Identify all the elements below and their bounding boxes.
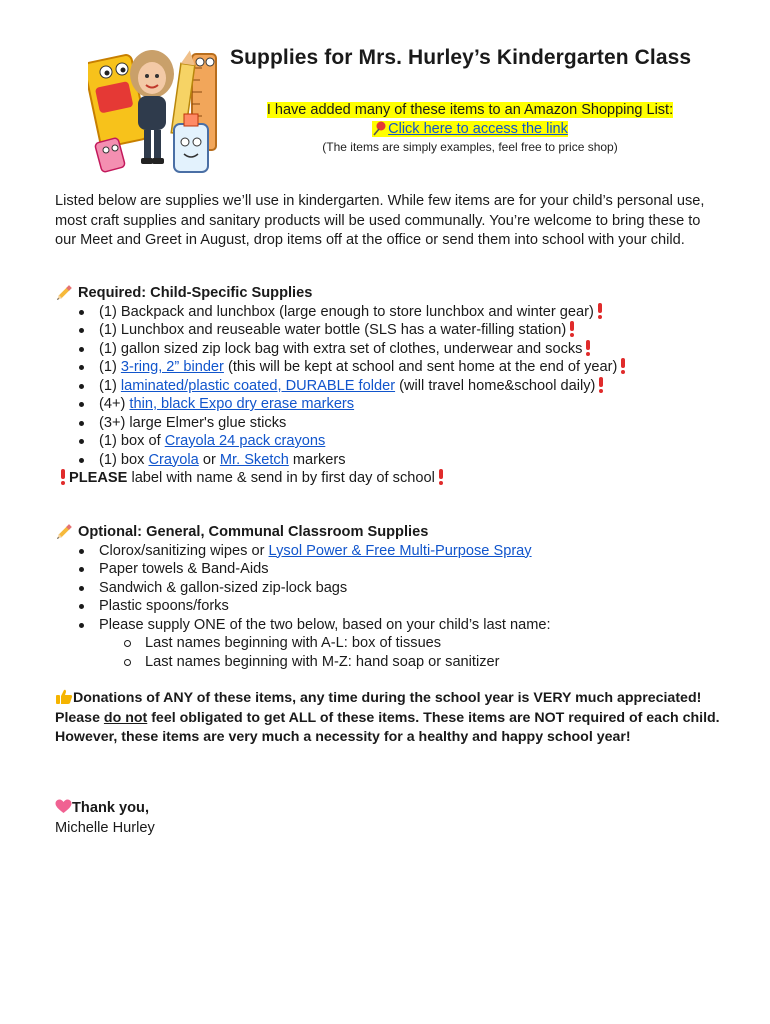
crayola-markers-link[interactable]: Crayola [148, 451, 199, 468]
intro-paragraph: Listed below are supplies we’ll use in kindergarten. While few items are for your child’s personal use, most craft supplies and sanitary products will be used communally. You’re welcome to bring these to our Meet and Greet in August, drop items off at the office or send them into school with your child. [55, 193, 705, 248]
amazon-list-notice [200, 101, 740, 139]
list-item-text: (will travel home&school daily) [395, 377, 596, 394]
optional-section [55, 523, 735, 671]
heart-icon [55, 799, 72, 814]
list-item-text: (1) [99, 359, 121, 375]
list-item-text: Sandwich & gallon-sized zip-lock bags [99, 579, 348, 596]
required-list [55, 303, 735, 470]
donations-paragraph [55, 688, 720, 748]
red-exclamation-icon [598, 303, 602, 319]
donations-text-2: feel obligated to get ALL of these items. These items are NOT required of each child. However, these items are very much a necessity for a healthy and happy school year! [55, 709, 720, 745]
list-item [99, 358, 735, 377]
list-item-text: or [198, 451, 220, 468]
list-item [99, 414, 735, 433]
sub-list-item [145, 653, 735, 672]
binder-link[interactable]: 3-ring, 2” binder [120, 359, 224, 375]
label-reminder-text: label with name & send in by first day of school [127, 470, 435, 486]
amazon-list-link[interactable]: Click here to access the link [388, 121, 568, 137]
page-title: Supplies for Mrs. Hurley’s Kindergarten Class [230, 46, 692, 69]
list-item-text: (3+) large Elmer's glue sticks [99, 414, 287, 431]
list-item-text: Clorox/sanitizing wipes or [99, 542, 269, 559]
list-item [99, 303, 735, 322]
amazon-list-text: I have added many of these items to an Amazon Shopping List: [266, 102, 674, 118]
amazon-link-wrap [372, 121, 568, 137]
list-item [99, 560, 735, 579]
lysol-spray-link[interactable]: Lysol Power & Free Multi-Purpose Spray [268, 542, 532, 559]
list-item-text: (1) [99, 377, 121, 394]
list-item-text: (1) gallon sized zip lock bag with extra set of clothes, underwear and socks [99, 340, 583, 357]
donations-underlined: do not [103, 709, 148, 726]
list-item-text: Plastic spoons/forks [99, 598, 229, 614]
last-name-sublist [99, 634, 735, 671]
please-bold: PLEASE [69, 470, 128, 486]
list-item [99, 432, 735, 451]
mr-sketch-markers-link[interactable]: Mr. Sketch [219, 451, 289, 468]
list-item [99, 616, 735, 672]
thank-you-line [55, 799, 155, 819]
list-item-text: Paper towels & Band-Aids [99, 561, 269, 577]
red-exclamation-icon [599, 377, 603, 393]
folder-link[interactable]: laminated/plastic coated, DURABLE folder [120, 377, 396, 394]
pencil-icon [55, 524, 72, 541]
pencil-icon [55, 285, 72, 302]
sub-list-item-text: Last names beginning with M-Z: hand soap or sanitizer [145, 653, 500, 670]
list-item [99, 340, 735, 359]
red-exclamation-icon [439, 469, 443, 485]
list-item [99, 542, 735, 561]
list-item-text: Please supply ONE of the two below, based on your child’s last name: [99, 616, 551, 633]
required-section [55, 284, 735, 488]
list-item [99, 395, 735, 414]
list-item [99, 597, 735, 616]
red-exclamation-icon [586, 340, 590, 356]
crayons-link[interactable]: Crayola 24 pack crayons [164, 433, 326, 449]
list-item-text: (4+) [99, 396, 130, 412]
list-item-text: (this will be kept at school and sent home at the end of year) [223, 359, 618, 375]
list-item [99, 451, 735, 470]
list-item [99, 377, 735, 396]
required-heading [55, 284, 735, 303]
label-reminder [61, 469, 735, 488]
sub-list-item-text: Last names beginning with A-L: box of tissues [145, 635, 442, 651]
list-item-text: (1) Lunchbox and reuseable water bottle (SLS has a water-filling station) [99, 322, 567, 338]
red-exclamation-icon [621, 358, 625, 374]
list-item [99, 579, 735, 598]
signature-name: Michelle Hurley [55, 819, 155, 836]
optional-heading-text: Optional: General, Communal Classroom Supplies [78, 524, 429, 540]
red-exclamation-icon [570, 321, 574, 337]
donations-text-1: Donations of ANY of these items, any time during the school year is VERY much appreciated! Please [55, 690, 702, 726]
closing [55, 799, 155, 838]
list-item-text: markers [288, 451, 346, 468]
list-item [99, 321, 735, 340]
optional-heading [55, 523, 735, 542]
optional-list [55, 542, 735, 672]
pushpin-icon [372, 120, 388, 136]
sub-list-item [145, 634, 735, 653]
expo-markers-link[interactable]: thin, black Expo dry erase markers [129, 396, 355, 412]
list-item-text: (1) box [99, 451, 149, 468]
thank-you-text: Thank you, [72, 800, 150, 816]
list-item-text: (1) box of [99, 433, 165, 449]
list-item-text: (1) Backpack and lunchbox (large enough to store lunchbox and winter gear) [99, 303, 594, 320]
red-exclamation-icon [61, 469, 65, 485]
price-shop-note: (The items are simply examples, feel free to price shop) [322, 140, 618, 154]
required-heading-text: Required: Child-Specific Supplies [78, 285, 313, 301]
thumbs-up-icon [55, 688, 73, 705]
